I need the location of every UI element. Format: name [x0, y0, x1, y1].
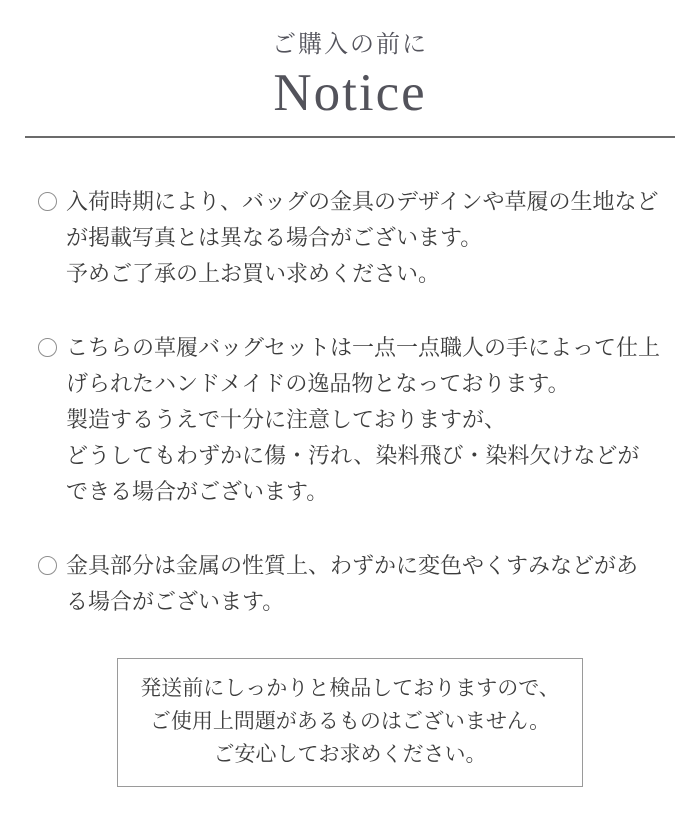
header-divider — [25, 136, 675, 138]
notice-line: こちらの草履バッグセットは一点一点職人の手によって仕上 — [66, 335, 661, 360]
notice-line: が掲載写真とは異なる場合がございます。 — [66, 225, 483, 250]
notice-line: 金具部分は金属の性質上、わずかに変色やくすみなどがあ — [66, 553, 639, 578]
assurance-line: 発送前にしっかりと検品しておりますので、 — [140, 677, 560, 700]
notice-line: げられたハンドメイドの逸品物となっております。 — [66, 371, 570, 396]
circle-bullet-icon — [38, 192, 57, 211]
notice-line: 製造するうえで十分に注意しておりますが、 — [66, 407, 507, 432]
notice-line: 予めご了承の上お買い求めください。 — [66, 261, 441, 286]
notice-line: できる場合がございます。 — [66, 479, 329, 504]
notice-item-handmade — [38, 330, 674, 510]
assurance-line: ご使用上問題があるものはございません。 — [149, 710, 551, 733]
notice-line: る場合がございます。 — [66, 589, 285, 614]
notice-header — [0, 0, 700, 124]
notice-line: 入荷時期により、バッグの金具のデザインや草履の生地など — [66, 189, 659, 214]
circle-bullet-icon — [38, 338, 57, 357]
notice-list — [0, 184, 700, 620]
notice-item-stock-variation — [38, 184, 674, 292]
inspection-assurance-box — [117, 658, 583, 787]
page-title: Notice — [273, 64, 427, 122]
circle-bullet-icon — [38, 556, 57, 575]
assurance-line: ご安心してお求めください。 — [213, 743, 487, 766]
notice-line: どうしてもわずかに傷・汚れ、染料飛び・染料欠けなどが — [66, 443, 640, 468]
notice-item-metal-parts — [38, 548, 674, 620]
header-subtitle: ご購入の前に — [272, 32, 428, 58]
